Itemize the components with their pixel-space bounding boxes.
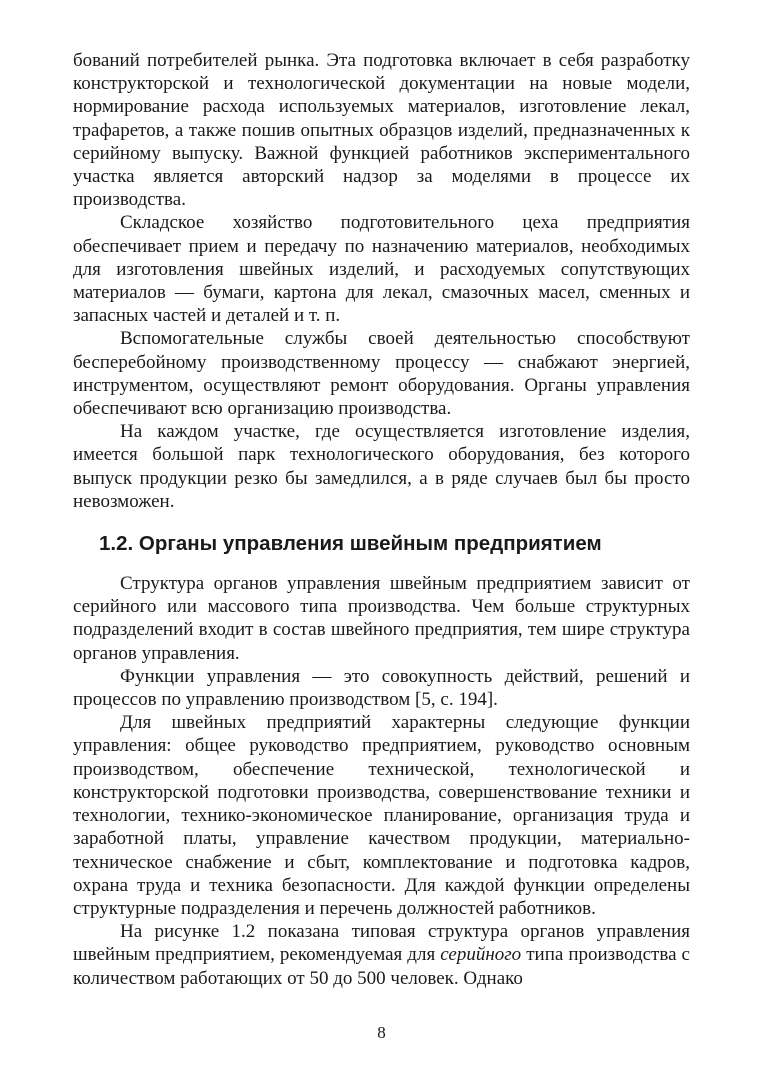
paragraph-functions-list: Для швейных предприятий характерны следующие функции управления: общее руководство предприятием, руководство основным производством, обеспечение технической, технологической и конструкторской подготовки производства, совершенствование техники и технологии, технико-экономическое планирование, организация труда и заработной платы, управление качеством продукции, материально-техническое снабжение и сбыт, комплектование и подготовка кадров, охрана труда и техника безопасности. Для каждой функции определены структурные подразделения и перечень должностей работников. [73, 712, 690, 919]
figure-reference-text-end: типа производства с количеством работающих от 50 до 500 человек. Однако [73, 944, 690, 989]
figure-reference-text-start: На рисунке 1.2 показана типовая структура органов управления швейным предприятием, рекомендуемая для [73, 921, 690, 966]
paragraph-figure-reference [73, 920, 690, 990]
paragraph-equipment: На каждом участке, где осуществляется изготовление изделия, имеется большой парк технологического оборудования, без которого выпуск продукции резко бы замедлился, а в ряде случаев был бы просто невозможен. [73, 421, 690, 512]
paragraph-continuation: бований потребителей рынка. Эта подготовка включает в себя разработку конструкторской и технологической документации на новые модели, нормирование расхода используемых материалов, изготовление лекал, трафаретов, а также пошив опытных образцов изделий, предназначенных к серийному выпуску. Важной функцией работников экспериментального участка является авторский надзор за моделями в процессе их производства. [73, 50, 690, 211]
section-heading: 1.2. Органы управления швейным предприятием [99, 532, 602, 556]
paragraph-structure: Структура органов управления швейным предприятием зависит от серийного или массового типа производства. Чем больше структурных подразделений входит в состав швейного предприятия, тем шире структура органов управления. [73, 573, 690, 664]
paragraph-warehouse: Складское хозяйство подготовительного цеха предприятия обеспечивает прием и передачу по назначению материалов, необходимых для изготовления швейных изделий, и расходуемых сопутствующих материалов — бумаги, картона для лекал, смазочных масел, сменных и запасных частей и деталей и т. п. [73, 212, 690, 327]
page-number: 8 [377, 1023, 386, 1042]
paragraph-auxiliary-services: Вспомогательные службы своей деятельностью способствуют бесперебойному производственному процессу — снабжают энергией, инструментом, осуществляют ремонт оборудования. Органы управления обеспечивают всю организацию производства. [73, 328, 690, 420]
paragraph-functions-definition: Функции управления — это совокупность действий, решений и процессов по управлению производством [5, с. 194]. [73, 665, 690, 711]
document-page [73, 49, 690, 990]
figure-reference-italic: серийного [440, 944, 522, 966]
